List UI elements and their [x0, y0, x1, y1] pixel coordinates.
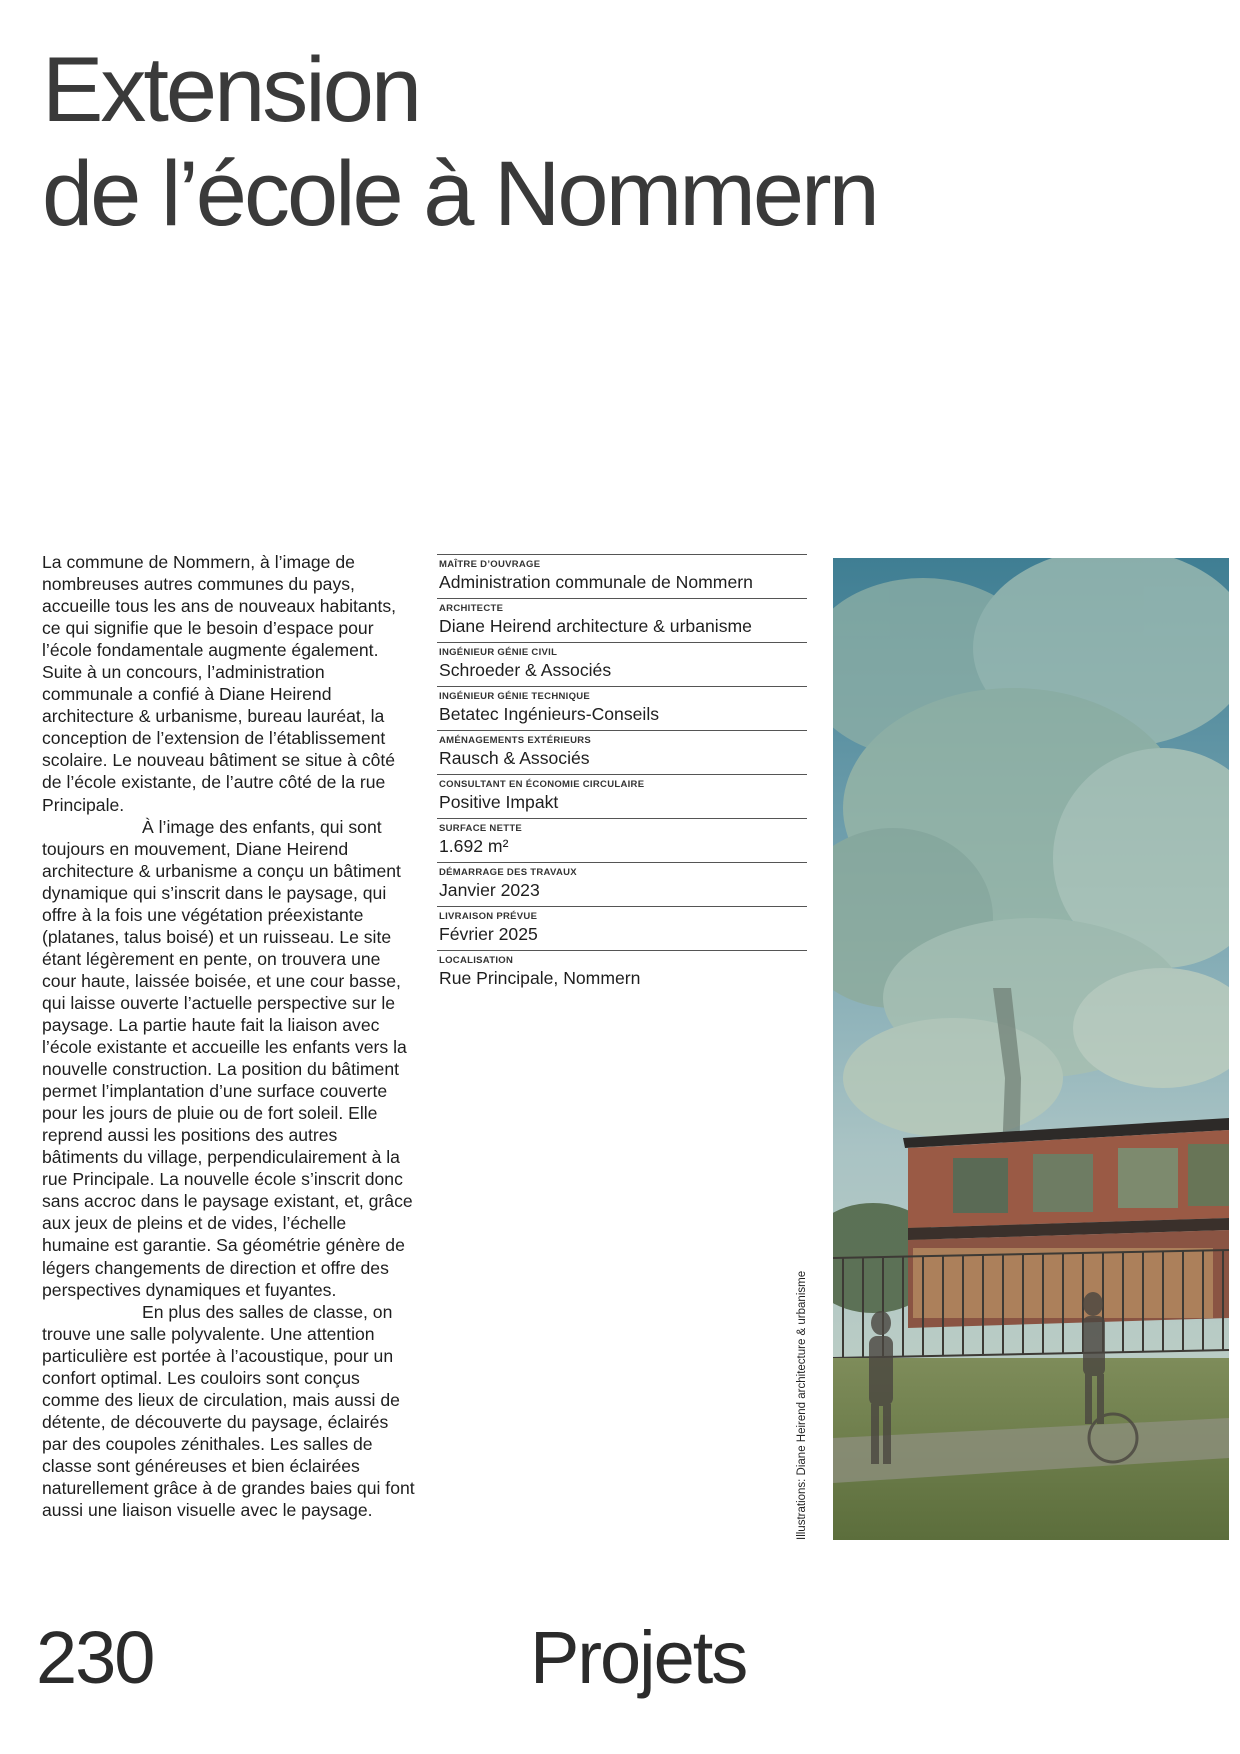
credit-value: Rausch & Associés — [439, 748, 590, 768]
credit-value: Positive Impakt — [439, 792, 559, 812]
credit-genie-civil — [437, 642, 807, 680]
credit-label: MAÎTRE D’OUVRAGE — [439, 559, 541, 570]
credit-value: Janvier 2023 — [439, 880, 540, 900]
credit-label: LIVRAISON PRÉVUE — [439, 911, 538, 922]
credit-value: Rue Principale, Nommern — [439, 968, 641, 988]
body-paragraph-2: À l’image des enfants, qui sont toujours en mouvement, Diane Heirend architecture & urbanisme a conçu un bâtiment dynamique qui s’inscrit dans le paysage, qui offre à la fois une végétation préexistante (platanes, talus boisé) et un ruisseau. Le site étant légèrement en pente, on trouvera une cour haute, laissée boisée, et une cour basse, qui laisse ouverte l’actuelle perspective sur le paysage. La partie haute fait la liaison avec l’école existante et accueille les enfants vers la nouvelle construction. La position du bâtiment permet l’implantation d’une surface couverte pour les jours de pluie ou de fort soleil. Elle reprend aussi les positions des autres bâtiments du village, perpendiculairement à la rue Principale. La nouvelle école s’inscrit donc sans accroc dans le paysage existant, et, grâce aux jeux de pleins et de vides, l’échelle humaine est garantie. Sa géométrie génère de légers changements de direction et offre des perspectives dynamiques et fuyantes. — [42, 816, 413, 1300]
credit-value: Schroeder & Associés — [439, 660, 612, 680]
credit-economie-circulaire — [437, 774, 807, 812]
illustration-caption — [796, 1218, 810, 1540]
credit-demarrage-travaux — [437, 862, 807, 900]
credit-label: INGÉNIEUR GÉNIE CIVIL — [439, 647, 558, 658]
credit-value: 1.692 m² — [439, 836, 509, 856]
credit-livraison-prevue — [437, 906, 807, 944]
title-line-1: Extension — [42, 39, 420, 141]
section-label: Projets — [530, 1616, 747, 1699]
tree-foliage — [833, 558, 1229, 1138]
credit-architecte — [437, 598, 807, 636]
illustration-svg — [833, 558, 1229, 1540]
article-body — [42, 551, 418, 1521]
credit-localisation — [437, 950, 807, 988]
body-paragraph-3: En plus des salles de classe, on trouve une salle polyvalente. Une attention particulière est portée à l’acoustique, pour un confort optimal. Les couloirs sont conçus comme des lieux de circulation, mais aussi de détente, de découverte du paysage, éclairés par des coupoles zénithales. Les salles de classe sont généreuses et bien éclairées naturellement grâce à de grandes baies qui font aussi une liaison visuelle avec le paysage. — [42, 1301, 415, 1521]
credit-label: AMÉNAGEMENTS EXTÉRIEURS — [439, 735, 592, 746]
school-building — [903, 1118, 1229, 1328]
credit-maitre-ouvrage — [437, 554, 807, 592]
body-paragraph-1: La commune de Nommern, à l’image de nombreuses autres communes du pays, accueille tous les ans de nouveaux habitants, ce qui signifie que le besoin d’espace pour l’école fondamentale augmente également. Suite à un concours, l’administration communale a confié à Diane Heirend architecture & urbanisme, bureau lauréat, la conception de l’extension de l’établissement scolaire. Le nouveau bâtiment se situe à côté de l’école existante, de l’autre côté de la rue Principale. — [42, 552, 397, 815]
credit-label: ARCHITECTE — [439, 603, 504, 614]
credit-genie-technique — [437, 686, 807, 724]
credit-label: CONSULTANT EN ÉCONOMIE CIRCULAIRE — [439, 779, 645, 790]
article-title — [42, 38, 1142, 246]
credit-value: Administration communale de Nommern — [439, 572, 753, 592]
title-line-2: de l’école à Nommern — [42, 143, 877, 245]
architectural-illustration — [833, 558, 1229, 1540]
credit-value: Diane Heirend architecture & urbanisme — [439, 616, 752, 636]
credit-amenagements-exterieurs — [437, 730, 807, 768]
credit-label: DÉMARRAGE DES TRAVAUX — [439, 867, 577, 878]
caption-text: Illustrations: Diane Heirend architecture & urbanisme — [796, 1270, 808, 1540]
credit-value: Betatec Ingénieurs-Conseils — [439, 704, 660, 724]
page-number: 230 — [36, 1616, 154, 1699]
credit-surface-nette — [437, 818, 807, 856]
credit-value: Février 2025 — [439, 924, 538, 944]
credit-label: SURFACE NETTE — [439, 823, 523, 834]
credit-label: LOCALISATION — [439, 955, 514, 966]
credit-label: INGÉNIEUR GÉNIE TECHNIQUE — [439, 691, 591, 702]
project-credits — [437, 554, 807, 994]
